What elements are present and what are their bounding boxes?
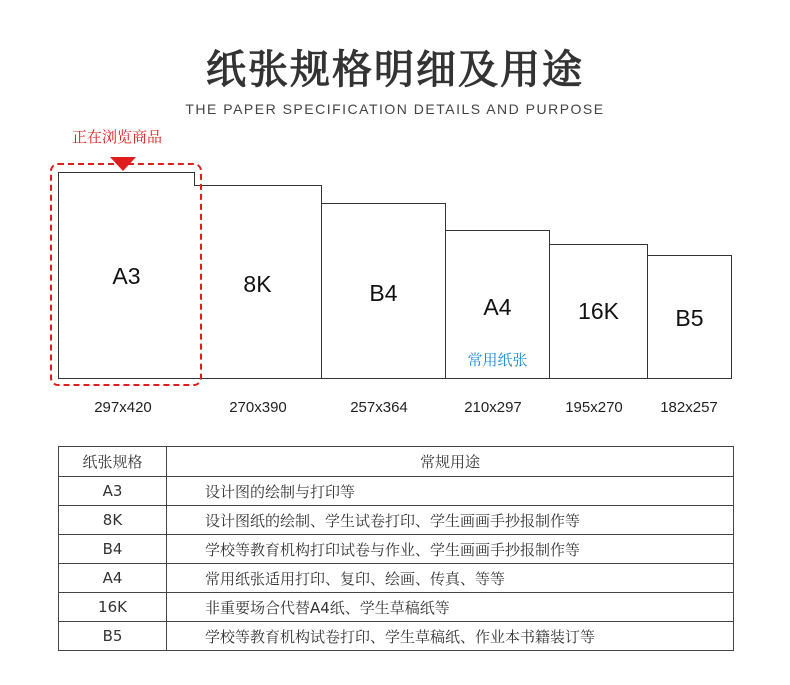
spec-table xyxy=(58,446,734,651)
selected-highlight xyxy=(50,163,202,386)
page-title: 纸张规格明细及用途 xyxy=(206,47,584,93)
paper-note: 常用纸张 xyxy=(467,351,528,369)
table-cell-usage: 设计图的绘制与打印等 xyxy=(167,477,734,506)
page-subtitle: THE PAPER SPECIFICATION DETAILS AND PURPOSE xyxy=(185,101,605,117)
paper-a4[interactable] xyxy=(445,230,550,379)
paper-dims-8k: 270x390 xyxy=(229,399,287,416)
table-cell-size: A4 xyxy=(59,564,167,593)
table-row xyxy=(59,477,734,506)
paper-dims-b5: 182x257 xyxy=(660,399,718,416)
paper-label: A4 xyxy=(483,294,512,320)
table-cell-size: 8K xyxy=(59,506,167,535)
paper-dims-a4: 210x297 xyxy=(464,399,522,416)
table-cell-usage: 学校等教育机构试卷打印、学生草稿纸、作业本书籍装订等 xyxy=(167,622,734,651)
browsing-label: 正在浏览商品 xyxy=(72,128,163,146)
table-header-row xyxy=(59,447,734,477)
paper-label: B5 xyxy=(675,305,704,331)
table-row xyxy=(59,622,734,651)
table-cell-size: 16K xyxy=(59,593,167,622)
table-cell-size: B5 xyxy=(59,622,167,651)
table-header: 常规用途 xyxy=(167,447,734,477)
table-header: 纸张规格 xyxy=(59,447,167,477)
table-row xyxy=(59,535,734,564)
table-cell-size: B4 xyxy=(59,535,167,564)
paper-label: B4 xyxy=(369,280,398,306)
table-row xyxy=(59,564,734,593)
paper-16k[interactable] xyxy=(549,244,648,379)
paper-label: 8K xyxy=(243,271,272,297)
paper-dims-a3: 297x420 xyxy=(94,399,152,416)
table-cell-usage: 设计图纸的绘制、学生试卷打印、学生画画手抄报制作等 xyxy=(167,506,734,535)
table-row xyxy=(59,593,734,622)
paper-dims-16k: 195x270 xyxy=(565,399,623,416)
table-cell-usage: 学校等教育机构打印试卷与作业、学生画画手抄报制作等 xyxy=(167,535,734,564)
paper-label: A3 xyxy=(112,263,141,289)
paper-b4[interactable] xyxy=(321,203,446,379)
table-cell-usage: 常用纸张适用打印、复印、绘画、传真、等等 xyxy=(167,564,734,593)
table-cell-size: A3 xyxy=(59,477,167,506)
paper-b5[interactable] xyxy=(647,255,732,379)
paper-dims-b4: 257x364 xyxy=(350,399,408,416)
paper-label: 16K xyxy=(578,298,619,324)
table-cell-usage: 非重要场合代替A4纸、学生草稿纸等 xyxy=(167,593,734,622)
paper-8k[interactable] xyxy=(194,185,322,379)
table-row xyxy=(59,506,734,535)
